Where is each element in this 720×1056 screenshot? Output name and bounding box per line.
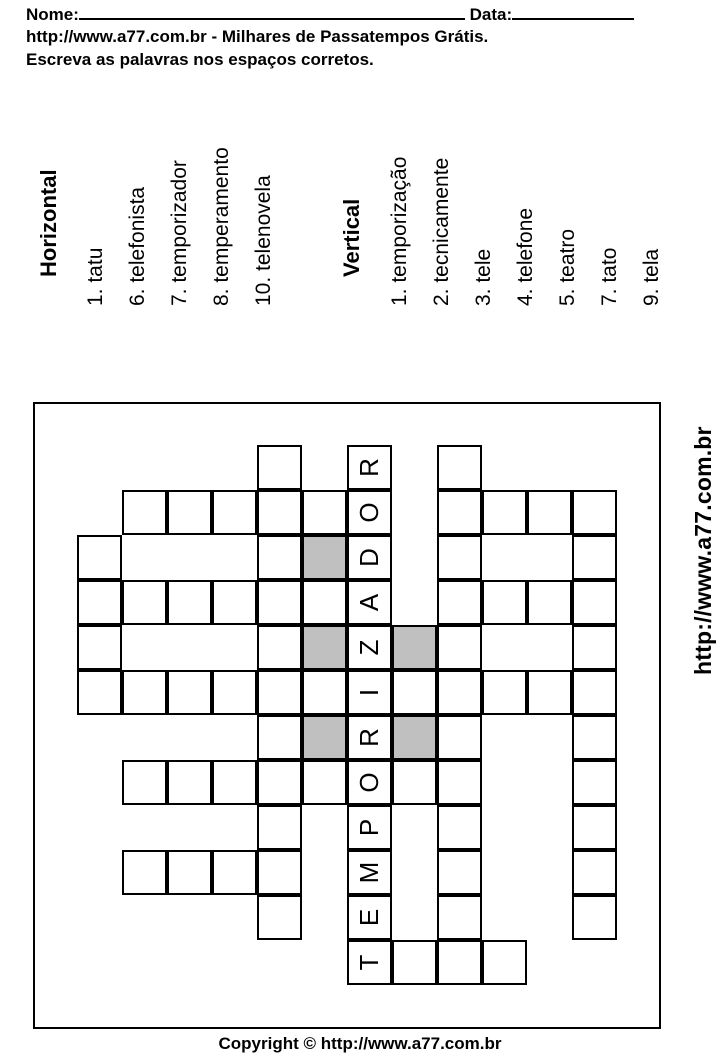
- grid-cell[interactable]: [437, 760, 482, 805]
- grid-cell[interactable]: [482, 490, 527, 535]
- given-letter: A: [354, 593, 384, 612]
- grid-cell[interactable]: [437, 445, 482, 490]
- grid-cell[interactable]: [122, 580, 167, 625]
- grid-cell[interactable]: [257, 625, 302, 670]
- given-letter: E: [354, 908, 384, 927]
- vertical-clue: 2. tecnicamente: [430, 157, 453, 306]
- grid-cell[interactable]: [257, 490, 302, 535]
- grid-cell[interactable]: [257, 850, 302, 895]
- grid-cell[interactable]: [437, 805, 482, 850]
- grid-cell[interactable]: [302, 760, 347, 805]
- grid-cell[interactable]: [437, 535, 482, 580]
- grid-cell[interactable]: [572, 715, 617, 760]
- horizontal-title: Horizontal: [36, 169, 61, 277]
- name-label: Nome:: [26, 5, 79, 24]
- given-letter-cell[interactable]: [347, 490, 392, 535]
- grid-cell[interactable]: [392, 940, 437, 985]
- given-letter: R: [354, 458, 384, 477]
- vertical-title: Vertical: [339, 198, 364, 277]
- given-letter: T: [354, 954, 384, 971]
- horizontal-clue: 8. temperamento: [210, 147, 233, 306]
- grid-cell[interactable]: [212, 490, 257, 535]
- grid-cell[interactable]: [392, 760, 437, 805]
- grid-cell[interactable]: [527, 490, 572, 535]
- grid-cell[interactable]: [572, 895, 617, 940]
- grid-cell[interactable]: [257, 670, 302, 715]
- vertical-clue: 4. telefone: [514, 207, 537, 306]
- grid-cell[interactable]: [77, 535, 122, 580]
- grid-cell[interactable]: [257, 805, 302, 850]
- horizontal-clue: 10. telenovela: [252, 175, 275, 306]
- grid-cell[interactable]: [167, 490, 212, 535]
- grid-cell[interactable]: [572, 625, 617, 670]
- grid-cell[interactable]: [122, 760, 167, 805]
- given-letter: I: [354, 688, 384, 697]
- given-letter: D: [354, 548, 384, 567]
- shaded-cell: [392, 715, 437, 760]
- horizontal-clue: 1. tatu: [84, 247, 107, 306]
- given-letter: O: [354, 772, 384, 793]
- vertical-clue: 7. tato: [598, 247, 621, 306]
- grid-cell[interactable]: [212, 760, 257, 805]
- grid-cell[interactable]: [482, 940, 527, 985]
- shaded-cell: [302, 625, 347, 670]
- grid-cell[interactable]: [527, 580, 572, 625]
- given-letter-cell[interactable]: [347, 625, 392, 670]
- grid-cell[interactable]: [572, 670, 617, 715]
- grid-cell[interactable]: [527, 670, 572, 715]
- grid-cell[interactable]: [437, 670, 482, 715]
- given-letter-cell[interactable]: [347, 940, 392, 985]
- given-letter-cell[interactable]: [347, 850, 392, 895]
- grid-cell[interactable]: [257, 445, 302, 490]
- grid-cell[interactable]: [572, 490, 617, 535]
- grid-cell[interactable]: [122, 850, 167, 895]
- grid-cell[interactable]: [167, 760, 212, 805]
- grid-cell[interactable]: [77, 580, 122, 625]
- grid-cell[interactable]: [257, 535, 302, 580]
- grid-cell[interactable]: [302, 580, 347, 625]
- name-blank-line[interactable]: [79, 3, 465, 20]
- grid-cell[interactable]: [482, 580, 527, 625]
- grid-cell[interactable]: [77, 670, 122, 715]
- grid-cell[interactable]: [212, 670, 257, 715]
- grid-cell[interactable]: [437, 715, 482, 760]
- grid-cell[interactable]: [167, 580, 212, 625]
- grid-cell[interactable]: [572, 535, 617, 580]
- horizontal-clue: 6. telefonista: [126, 186, 149, 306]
- grid-cell[interactable]: [122, 490, 167, 535]
- grid-cell[interactable]: [572, 580, 617, 625]
- grid-cell[interactable]: [437, 580, 482, 625]
- given-letter: R: [354, 728, 384, 747]
- shaded-cell: [392, 625, 437, 670]
- grid-cell[interactable]: [437, 940, 482, 985]
- grid-cell[interactable]: [167, 670, 212, 715]
- grid-cell[interactable]: [257, 715, 302, 760]
- grid-cell[interactable]: [77, 625, 122, 670]
- shaded-cell: [302, 535, 347, 580]
- given-letter-cell[interactable]: [347, 895, 392, 940]
- grid-cell[interactable]: [437, 490, 482, 535]
- vertical-clue: 3. tele: [472, 248, 495, 306]
- given-letter-cell[interactable]: [347, 580, 392, 625]
- grid-cell[interactable]: [257, 895, 302, 940]
- horizontal-clue: 7. temporizador: [168, 160, 191, 306]
- date-label: Data:: [469, 5, 513, 24]
- grid-cell[interactable]: [257, 580, 302, 625]
- given-letter-cell[interactable]: [347, 760, 392, 805]
- name-field-row: [26, 3, 634, 25]
- given-letter: O: [354, 502, 384, 523]
- grid-cell[interactable]: [302, 670, 347, 715]
- grid-cell[interactable]: [122, 670, 167, 715]
- grid-cell[interactable]: [572, 760, 617, 805]
- date-blank-line[interactable]: [512, 3, 634, 20]
- grid-cell[interactable]: [572, 850, 617, 895]
- side-url: http://www.a77.com.br: [690, 426, 716, 675]
- grid-cell[interactable]: [572, 805, 617, 850]
- grid-cell[interactable]: [212, 850, 257, 895]
- instructions: Escreva as palavras nos espaços corretos.: [26, 50, 374, 69]
- grid-cell[interactable]: [167, 850, 212, 895]
- given-letter: M: [354, 861, 384, 884]
- vertical-clue: 1. temporização: [388, 156, 411, 306]
- given-letter-cell[interactable]: [347, 445, 392, 490]
- grid-cell[interactable]: [437, 850, 482, 895]
- grid-cell[interactable]: [212, 580, 257, 625]
- copyright-footer: Copyright © http://www.a77.com.br: [218, 1034, 502, 1053]
- site-line: http://www.a77.com.br - Milhares de Passatempos Grátis.: [26, 27, 489, 46]
- grid-cell[interactable]: [392, 670, 437, 715]
- vertical-clue: 5. teatro: [556, 228, 579, 306]
- grid-cell[interactable]: [482, 670, 527, 715]
- vertical-clue: 9. tela: [640, 248, 663, 306]
- given-letter-cell[interactable]: [347, 535, 392, 580]
- given-letter-cell[interactable]: [347, 715, 392, 760]
- shaded-cell: [302, 715, 347, 760]
- grid-cell[interactable]: [302, 490, 347, 535]
- grid-cell[interactable]: [437, 895, 482, 940]
- given-letter-cell[interactable]: [347, 670, 392, 715]
- given-letter: P: [354, 818, 384, 837]
- grid-cell[interactable]: [257, 760, 302, 805]
- grid-cell[interactable]: [437, 625, 482, 670]
- given-letter: Z: [354, 639, 384, 656]
- given-letter-cell[interactable]: [347, 805, 392, 850]
